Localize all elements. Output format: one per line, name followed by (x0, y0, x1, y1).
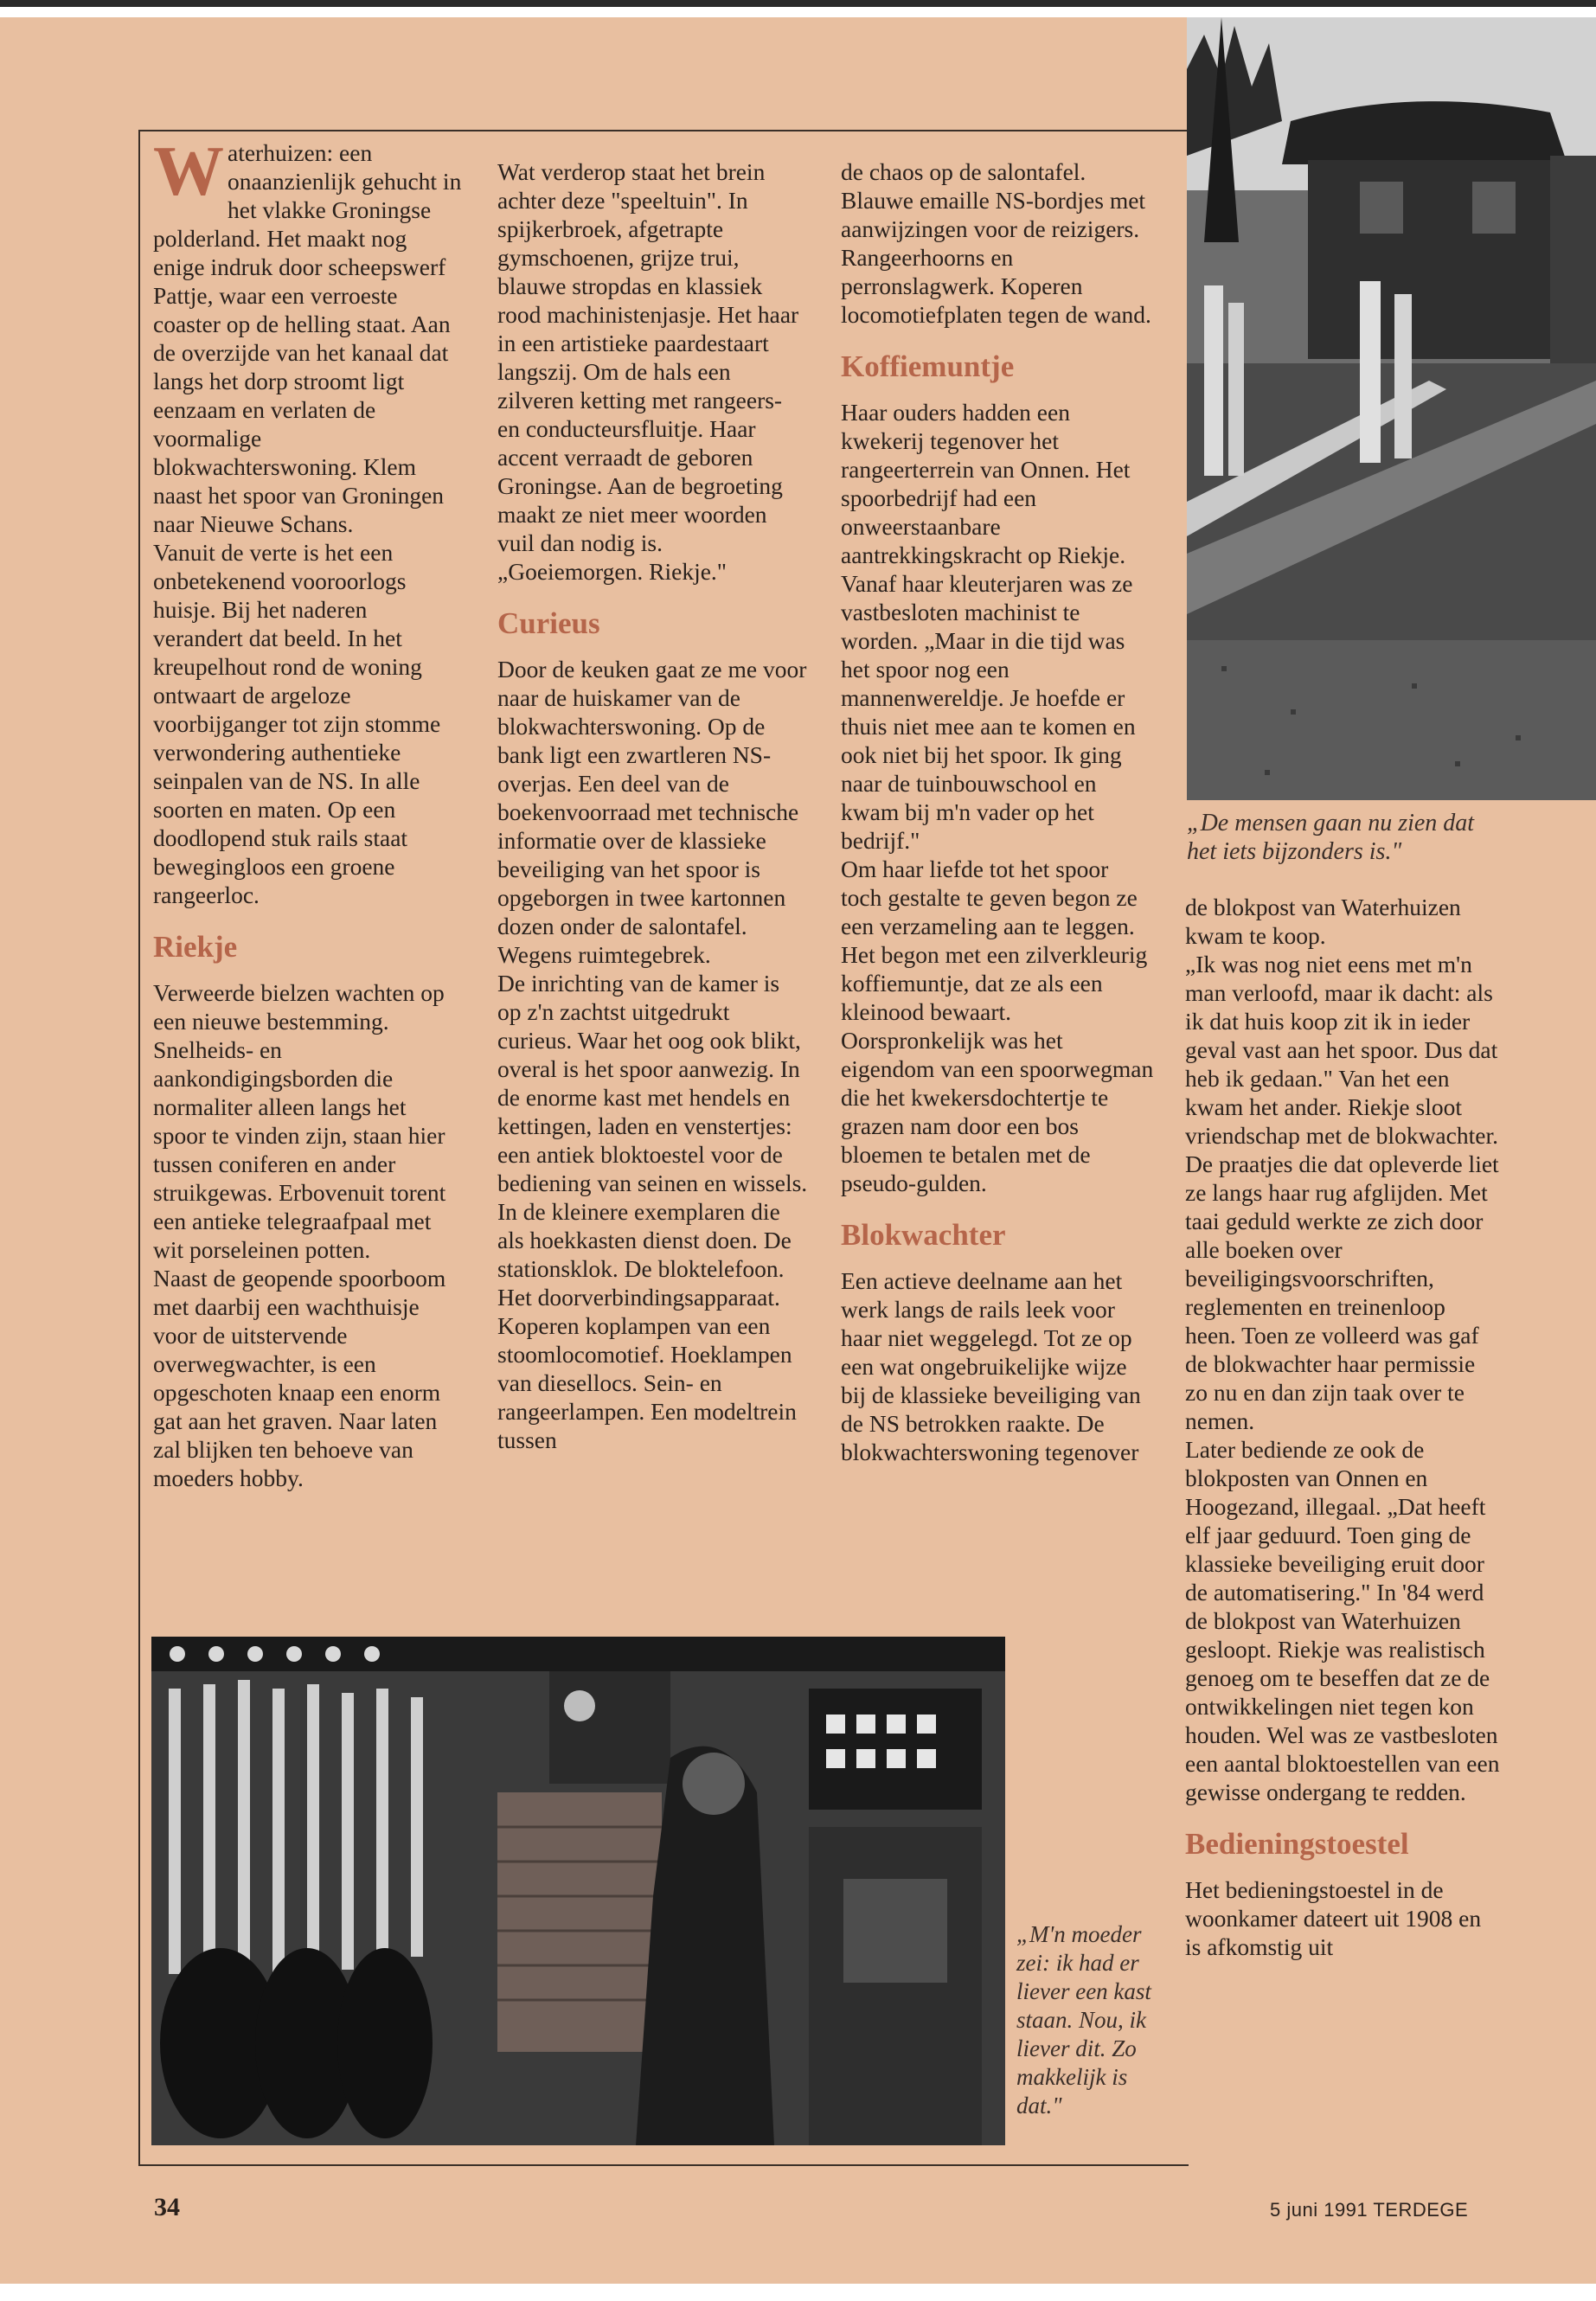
top-photo-caption: „De mensen gaan nu zien dat het iets bijzonders is." (1187, 810, 1475, 865)
magazine-page (0, 17, 1596, 2284)
subheading-riekje: Riekje (153, 930, 238, 964)
body-paragraph: Een actieve deelname aan het werk langs de rails leek voor haar niet weggelegd. Tot ze op een wat ongebruikelijke wijze bij de klassieke beveiliging van de NS betrokken raakte. De blokwachterswoning tegenover (841, 1267, 1141, 1465)
lever-frame-photo (151, 1637, 1005, 2145)
scan-top-edge (0, 0, 1596, 7)
signal-cabin-photo (1187, 17, 1596, 800)
signal-cabin-illustration (1187, 17, 1596, 800)
page-number: 34 (154, 2193, 180, 2221)
body-paragraph: de chaos op de salontafel. Blauwe emaille NS-bordjes met aanwijzingen voor de reizigers. Rangeerhoorns en perronslagwerk. Koperen locomotiefplaten tegen de wand. (841, 158, 1151, 328)
body-paragraph: Naast de geopende spoorboom met daarbij een wachthuisje voor de uitstervende overwegwachter, is een opgeschoten knaap een enorm gat aan het graven. Naar laten zal blijken ten behoeve van moeders hobby. (153, 1265, 446, 1491)
article-column-4 (1185, 893, 1501, 1961)
body-paragraph: Haar ouders hadden een kwekerij tegenover het rangeerterrein van Onnen. Het spoorbedrijf had een onweerstaanbare aantrekkingskracht op Riekje. Vanaf haar kleuterjaren was ze vastbesloten machinist te worden. „Maar in die tijd was het spoor nog een mannenwereldje. Je hoefde er thuis niet mee aan te komen en ook niet bij het spoor. Ik ging naar de tuinbouwschool en kwam bij m'n vader op het bedrijf." (841, 399, 1136, 854)
subheading-koffiemuntje: Koffiemuntje (841, 349, 1015, 383)
subheading-bedieningstoestel: Bedieningstoestel (1185, 1827, 1409, 1861)
intro-paragraph: aterhuizen: een onaanzienlijk gehucht in het vlakke Groningse polderland. Het maakt nog enige indruk door scheepswerf Pattje, waar een verroeste coaster op de helling staat. Aan de overzijde van het kanaal dat langs het dorp stroomt ligt eenzaam en verlaten de voormalige blokwachterswoning. Klem naast het spoor van Groningen naar Nieuwe Schans. (153, 139, 462, 537)
body-paragraph: Om haar liefde tot het spoor toch gestalte te geven begon ze een verzameling aan te leggen. Het begon met een zilverkleurig koffiemuntje, dat ze als een kleinood bewaart. Oorspronkelijk was het eigendom van een spoorwegman die het kwekersdochtertje te grazen nam door een bos bloemen te betalen met de pseudo-gulden. (841, 856, 1154, 1196)
issue-date: 5 juni 1991 TERDEGE (1270, 2199, 1469, 2221)
drop-cap: W (153, 131, 224, 210)
body-paragraph: „Ik was nog niet eens met m'n man verloofd, maar ik dacht: als ik dat huis koop zit ik in ieder geval vast aan het spoor. Dus dat heb ik gedaan." Van het een kwam het ander. Riekje sloot vriendschap met de blokwachter. De praatjes die dat opleverde liet ze langs haar rug afglijden. Met taai geduld werkte ze zich door alle boeken over beveiligingsvoorschriften, reglementen en treinenloop heen. Toen ze volleerd was gaf de blokwachter haar permissie zo nu en dan zijn taak over te nemen. (1185, 951, 1499, 1434)
article-column-1 (153, 131, 463, 1492)
body-paragraph: de blokpost van Waterhuizen kwam te koop. (1185, 894, 1461, 949)
article-column-3 (841, 157, 1154, 1466)
body-paragraph: Later bediende ze ook de blokposten van Onnen en Hoogezand, illegaal. „Dat heeft elf jaar geduurd. Toen ging de klassieke beveiliging eruit door de automatisering." In '84 werd de blokpost van Waterhuizen gesloopt. Riekje was realistisch genoeg om te beseffen dat ze de ontwikkelingen niet tegen kon houden. Wel was ze vastbesloten een aantal bloktoestellen van een gewisse ondergang te redden. (1185, 1436, 1500, 1805)
lever-frame-illustration (151, 1637, 1005, 2145)
subheading-curieus: Curieus (497, 606, 600, 640)
body-paragraph: Door de keuken gaat ze me voor naar de huiskamer van de blokwachterswoning. Op de bank ligt een zwartleren NS-overjas. Een deel van de boekenvoorraad met technische informatie over de klassieke beveiliging van het spoor is opgeborgen in twee kartonnen dozen onder de salontafel. Wegens ruimtegebrek. (497, 656, 807, 968)
subheading-blokwachter: Blokwachter (841, 1218, 1006, 1252)
body-paragraph: Het bedieningstoestel in de woonkamer dateert uit 1908 en is afkomstig uit (1185, 1876, 1482, 1960)
bottom-photo-caption: „M'n moeder zei: ik had er liever een kast staan. Nou, ik liever dit. Zo makkelijk is dat." (1016, 1921, 1151, 2118)
body-paragraph: Vanuit de verte is het een onbetekenend vooroorlogs huisje. Bij het naderen verandert dat beeld. In het kreupelhout rond de woning ontwaart de argeloze voorbijganger tot zijn stomme verwondering authentieke seinpalen van de NS. In alle soorten en maten. Op een doodlopend stuk rails staat bewegingloos een groene rangeerloc. (153, 539, 441, 908)
body-paragraph: De inrichting van de kamer is op z'n zachtst uitgedrukt curieus. Waar het oog ook blikt, overal is het spoor aanwezig. In de enorme kast met hendels en kettingen, laden en venstertjes: een antiek bloktoestel voor de bediening van seinen en wissels. In de kleinere exemplaren die als hoekkasten dienst doen. De stationsklok. De bloktelefoon. Het doorverbindingsapparaat. Koperen koplampen van een stoomlocomotief. Hoeklampen van diesellocs. Sein- en rangeerlampen. Een modeltrein tussen (497, 970, 808, 1453)
body-paragraph: Wat verderop staat het brein achter deze "speeltuin". In spijkerbroek, afgetrapte gymschoenen, grijze trui, blauwe stropdas en klassiek rood machinistenjasje. Het haar in een artistieke paardestaart langszij. Om de hals een zilveren ketting met rangeers- en conducteursfluitje. Haar accent verraadt de geboren Groningse. Aan de begroeting maakt ze niet meer woorden vuil dan nodig is. „Goeiemorgen. Riekje." (497, 158, 799, 585)
body-paragraph: Verweerde bielzen wachten op een nieuwe bestemming. Snelheids- en aankondigingsborden die normaliter alleen langs het spoor te vinden zijn, staan hier tussen coniferen en ander struikgewas. Erbovenuit torent een antieke telegraafpaal met wit porseleinen potten. (153, 979, 446, 1263)
article-column-2 (497, 157, 809, 1454)
